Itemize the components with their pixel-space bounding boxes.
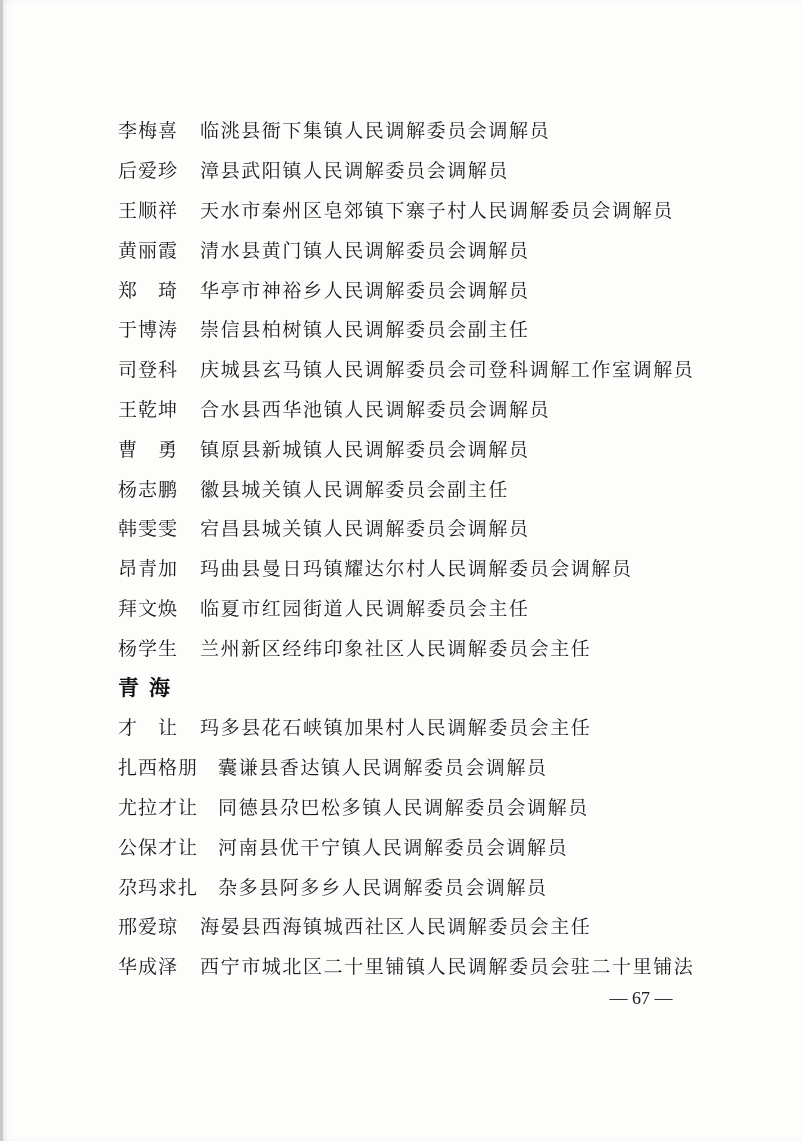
person-title: 合水县西华池镇人民调解委员会调解员 <box>200 398 551 421</box>
list-item <box>118 826 738 866</box>
list-item <box>118 866 738 906</box>
person-name: 曹 勇 <box>118 438 179 461</box>
person-title: 海晏县西海镇城西社区人民调解委员会主任 <box>200 916 592 939</box>
list-item <box>118 190 738 230</box>
person-title: 镇原县新城镇人民调解委员会调解员 <box>200 438 530 461</box>
person-title: 华亭市神裕乡人民调解委员会调解员 <box>200 279 530 302</box>
list-item <box>118 627 738 667</box>
person-title: 庆城县玄马镇人民调解委员会司登科调解工作室调解员 <box>200 359 695 382</box>
person-title: 漳县武阳镇人民调解委员会调解员 <box>200 160 510 183</box>
person-name: 尤拉才让 <box>118 796 199 819</box>
person-title: 临夏市红园街道人民调解委员会主任 <box>200 597 530 620</box>
list-item <box>118 428 738 468</box>
person-name: 王乾坤 <box>118 398 179 421</box>
mediator-list <box>118 110 738 986</box>
person-name: 黄丽霞 <box>118 239 179 262</box>
person-name: 于博涛 <box>118 319 179 342</box>
person-title: 徽县城关镇人民调解委员会副主任 <box>200 478 510 501</box>
section-heading: 青海 <box>118 676 180 701</box>
person-name: 司登科 <box>118 359 179 382</box>
person-title: 兰州新区经纬印象社区人民调解委员会主任 <box>200 637 592 660</box>
page-edge <box>0 0 3 1141</box>
person-name: 才 让 <box>118 717 179 740</box>
person-name: 扎西格朋 <box>118 757 199 780</box>
person-name: 后爱珍 <box>118 160 179 183</box>
person-name: 公保才让 <box>118 836 199 859</box>
person-title: 西宁市城北区二十里铺镇人民调解委员会驻二十里铺法 <box>200 956 695 979</box>
list-item <box>118 150 738 190</box>
list-item <box>118 229 738 269</box>
person-name: 王顺祥 <box>118 199 179 222</box>
list-item <box>118 588 738 628</box>
person-name: 华成泽 <box>118 956 179 979</box>
person-title: 杂多县阿多乡人民调解委员会调解员 <box>218 876 548 899</box>
person-title: 玛曲县曼日玛镇耀达尔村人民调解委员会调解员 <box>200 558 633 581</box>
list-item <box>118 707 738 747</box>
person-name: 昂青加 <box>118 558 179 581</box>
page-number-text: — 67 — <box>609 988 673 1008</box>
person-name: 郑 琦 <box>118 279 179 302</box>
person-name: 韩雯雯 <box>118 518 179 541</box>
person-title: 囊谦县香达镇人民调解委员会调解员 <box>218 757 548 780</box>
person-name: 邢爱琼 <box>118 916 179 939</box>
person-title: 同德县尕巴松多镇人民调解委员会调解员 <box>218 796 589 819</box>
person-name: 杨学生 <box>118 637 179 660</box>
person-title: 天水市秦州区皂郊镇下寨子村人民调解委员会调解员 <box>200 199 674 222</box>
list-item <box>118 468 738 508</box>
person-title: 崇信县柏树镇人民调解委员会副主任 <box>200 319 530 342</box>
person-name: 李梅喜 <box>118 120 179 143</box>
list-item <box>118 946 738 986</box>
person-title: 宕昌县城关镇人民调解委员会调解员 <box>200 518 530 541</box>
page-number <box>0 988 802 1009</box>
person-name: 尕玛求扎 <box>118 876 199 899</box>
person-title: 河南县优干宁镇人民调解委员会调解员 <box>218 836 569 859</box>
list-item <box>118 906 738 946</box>
person-title: 玛多县花石峡镇加果村人民调解委员会主任 <box>200 717 592 740</box>
person-name: 拜文焕 <box>118 597 179 620</box>
person-title: 清水县黄门镇人民调解委员会调解员 <box>200 239 530 262</box>
list-item <box>118 787 738 827</box>
list-item <box>118 508 738 548</box>
list-item <box>118 269 738 309</box>
list-item <box>118 747 738 787</box>
list-item <box>118 309 738 349</box>
list-item <box>118 349 738 389</box>
list-item <box>118 110 738 150</box>
list-item <box>118 548 738 588</box>
person-name: 杨志鹏 <box>118 478 179 501</box>
list-item <box>118 389 738 429</box>
person-title: 临洮县衙下集镇人民调解委员会调解员 <box>200 120 551 143</box>
